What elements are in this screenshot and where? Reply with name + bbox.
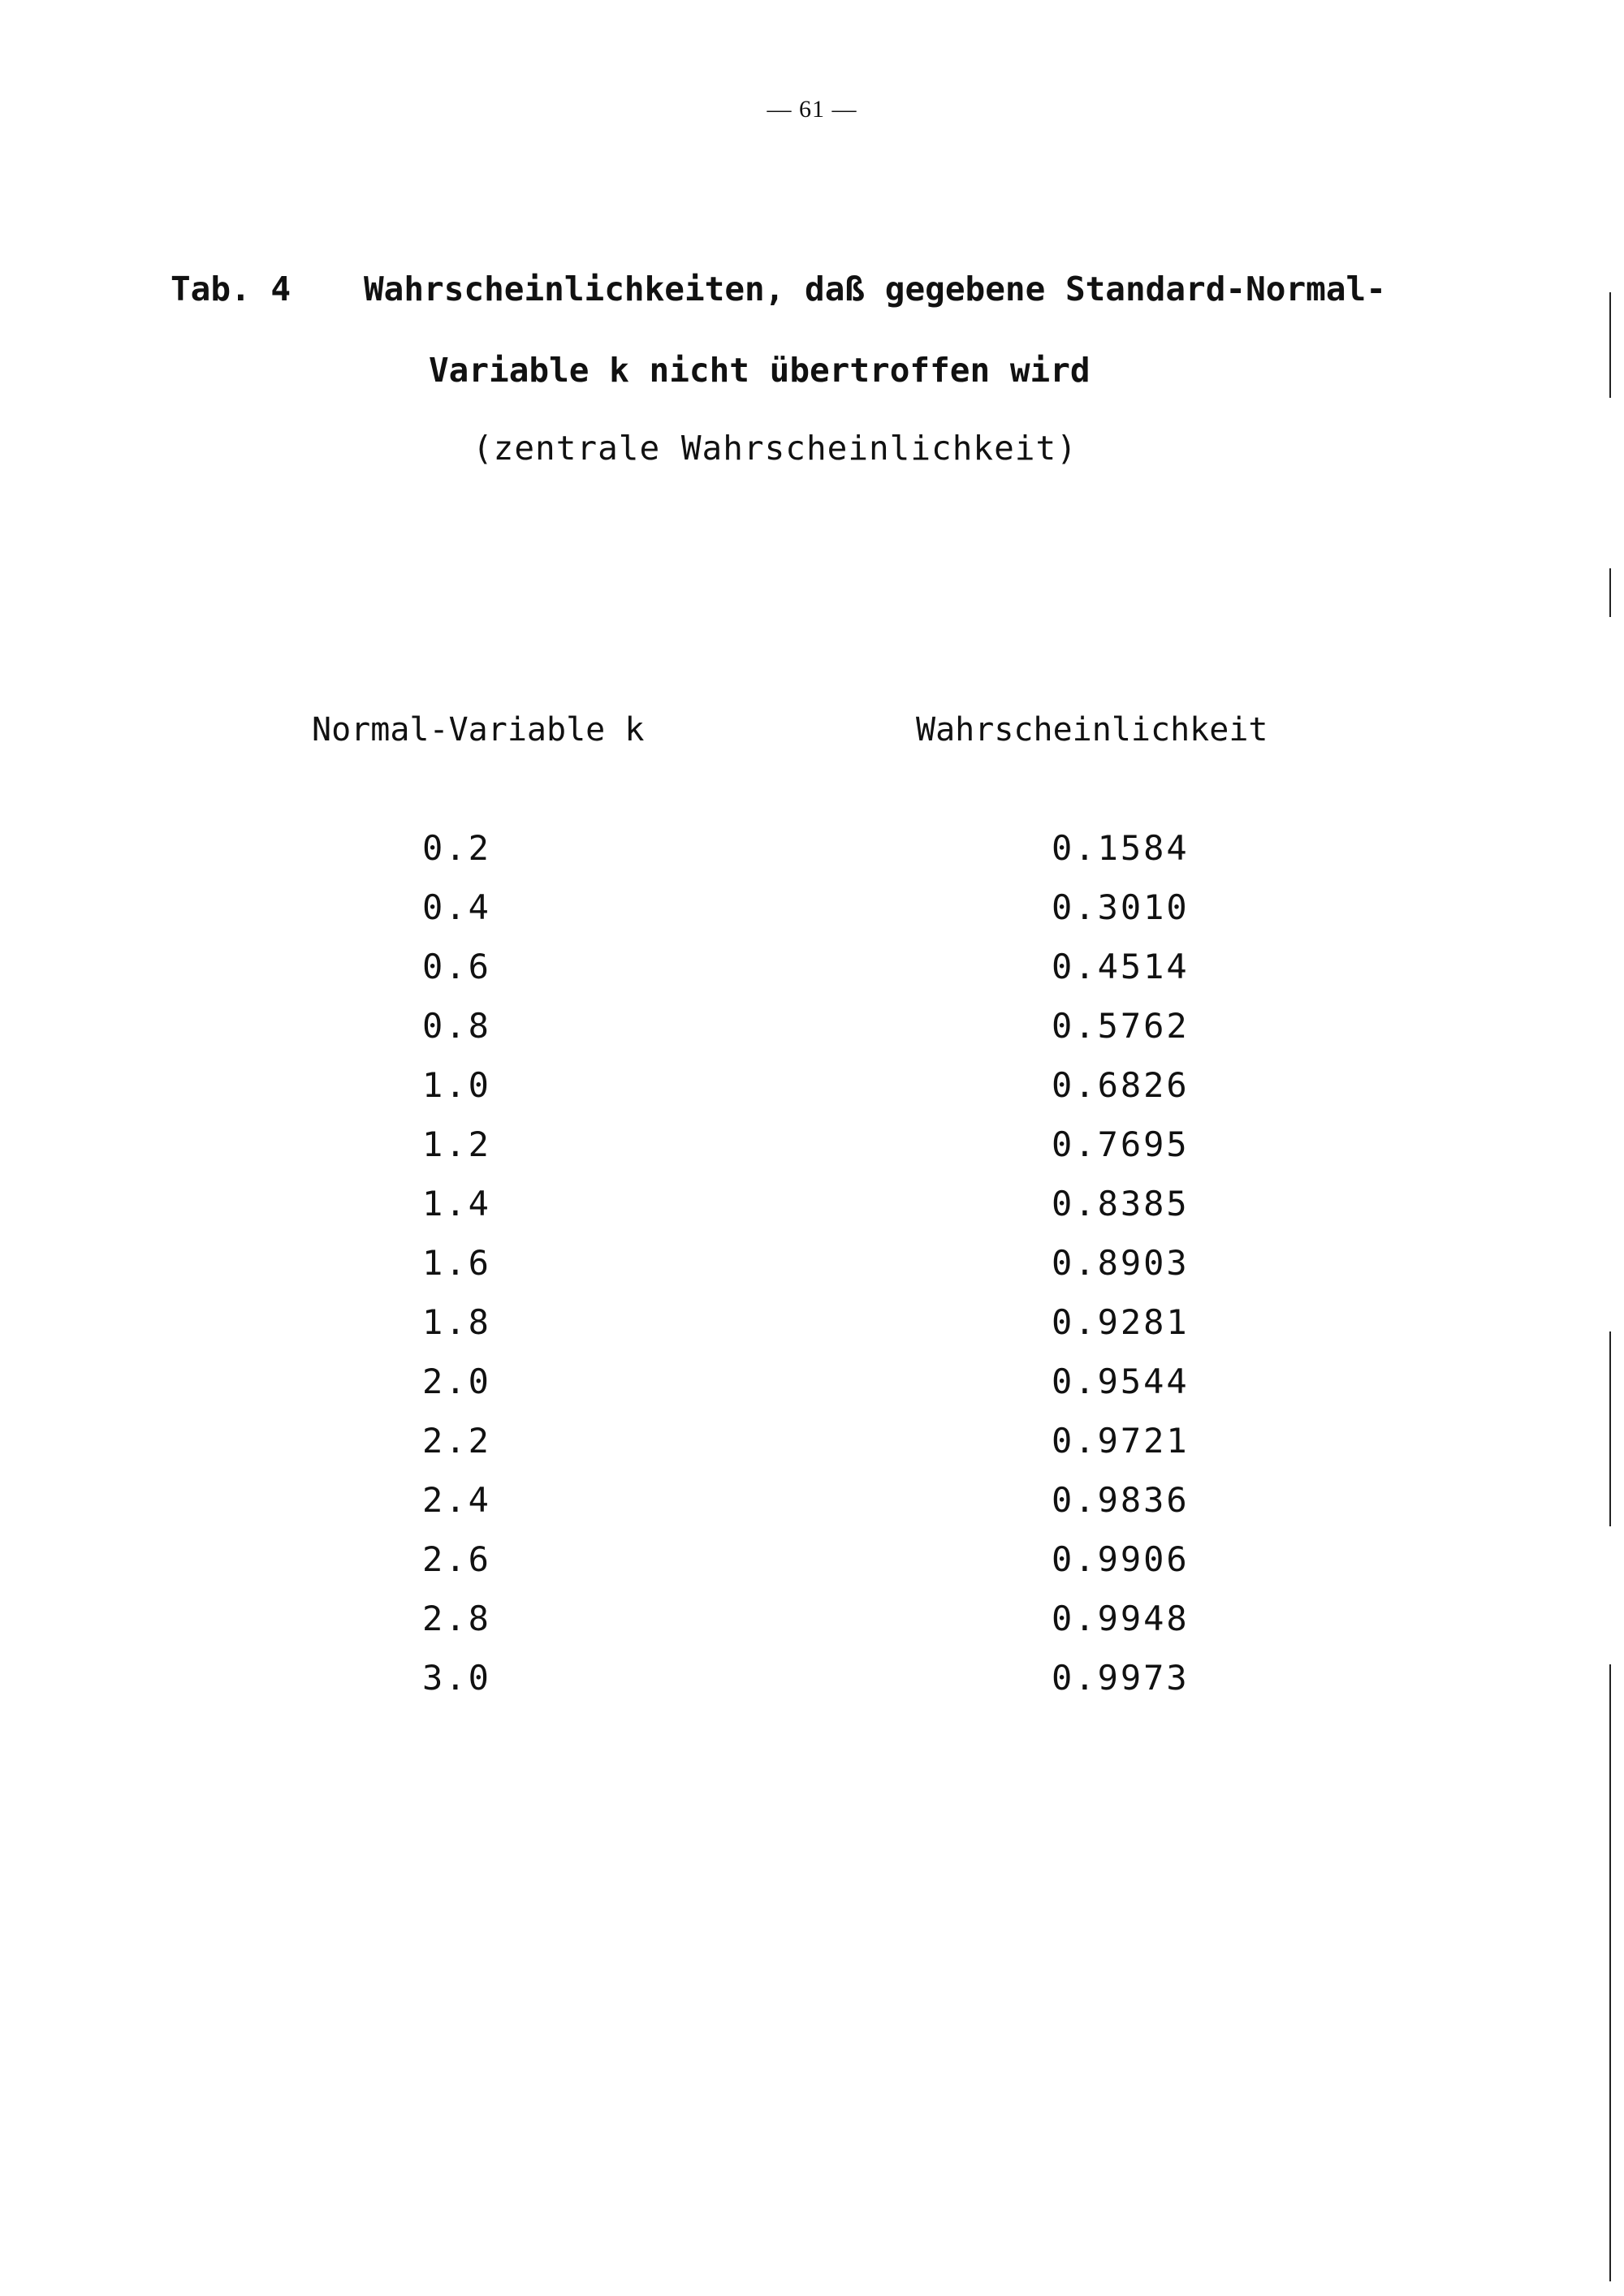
probability-value: 0.5762 (1052, 1006, 1190, 1046)
k-value: 2.2 (422, 1421, 491, 1461)
column-header-normal-variable: Normal-Variable k (312, 711, 645, 749)
table-row (0, 1658, 1624, 1717)
table-row (0, 1065, 1624, 1124)
table-row (0, 1243, 1624, 1302)
k-value: 1.6 (422, 1243, 491, 1283)
column-header-probability: Wahrscheinlichkeit (916, 711, 1268, 749)
table-row (0, 1006, 1624, 1065)
scan-edge-line (1609, 1331, 1611, 1526)
probability-value: 0.9281 (1052, 1302, 1190, 1342)
table-row (0, 887, 1624, 947)
probability-value: 0.4514 (1052, 947, 1190, 986)
k-value: 1.2 (422, 1124, 491, 1164)
probability-value: 0.9906 (1052, 1539, 1190, 1579)
probability-value: 0.9973 (1052, 1658, 1190, 1698)
scan-edge-line (1609, 292, 1611, 398)
probability-value: 0.9544 (1052, 1362, 1190, 1401)
k-value: 2.8 (422, 1599, 491, 1638)
k-value: 3.0 (422, 1658, 491, 1698)
probability-value: 0.6826 (1052, 1065, 1190, 1105)
table-row (0, 1421, 1624, 1480)
k-value: 2.6 (422, 1539, 491, 1579)
probability-value: 0.9836 (1052, 1480, 1190, 1520)
probability-value: 0.9948 (1052, 1599, 1190, 1638)
table-label: Tab. 4 (171, 270, 292, 309)
table-caption-line-2: Variable k nicht übertroffen wird (429, 351, 1091, 390)
k-value: 0.8 (422, 1006, 491, 1046)
probability-value: 0.8385 (1052, 1184, 1190, 1224)
table-row (0, 1362, 1624, 1421)
table-row (0, 1124, 1624, 1184)
table-row (0, 947, 1624, 1006)
table-row (0, 1480, 1624, 1539)
table-row (0, 828, 1624, 887)
table-row (0, 1539, 1624, 1599)
table-row (0, 1302, 1624, 1362)
probability-table (0, 828, 1624, 1717)
scan-edge-line (1609, 1664, 1611, 2281)
k-value: 2.0 (422, 1362, 491, 1401)
k-value: 1.8 (422, 1302, 491, 1342)
k-value: 0.4 (422, 887, 491, 927)
page-number: — 61 — (767, 96, 857, 123)
probability-value: 0.1584 (1052, 828, 1190, 868)
probability-value: 0.9721 (1052, 1421, 1190, 1461)
probability-value: 0.8903 (1052, 1243, 1190, 1283)
table-caption-line-3: (zentrale Wahrscheinlichkeit) (473, 429, 1078, 468)
k-value: 2.4 (422, 1480, 491, 1520)
k-value: 0.6 (422, 947, 491, 986)
table-caption-line-1: Wahrscheinlichkeiten, daß gegebene Standard-Normal- (364, 270, 1386, 309)
k-value: 1.4 (422, 1184, 491, 1224)
k-value: 0.2 (422, 828, 491, 868)
probability-value: 0.7695 (1052, 1124, 1190, 1164)
k-value: 1.0 (422, 1065, 491, 1105)
scan-edge-line (1609, 568, 1611, 617)
probability-value: 0.3010 (1052, 887, 1190, 927)
table-row (0, 1184, 1624, 1243)
table-row (0, 1599, 1624, 1658)
